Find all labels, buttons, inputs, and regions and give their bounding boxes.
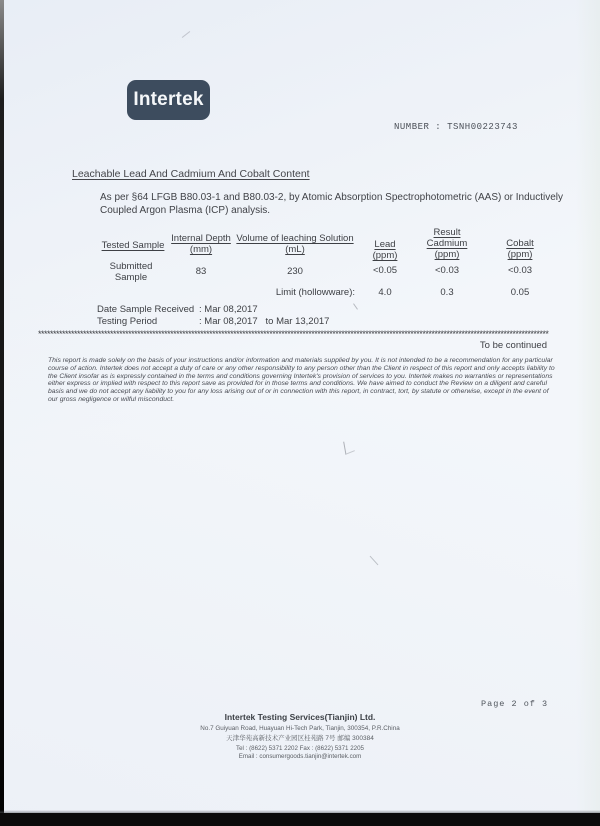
testing-period-value: : Mar 08,2017 to Mar 13,2017 bbox=[199, 316, 330, 327]
page-indicator: Page 2 of 3 bbox=[481, 699, 549, 709]
scan-edge-bottom bbox=[0, 813, 600, 826]
date-received-value: : Mar 08,2017 bbox=[199, 304, 258, 315]
col-unit-internal-depth: (mm) bbox=[189, 244, 213, 255]
sample-dates bbox=[97, 304, 329, 328]
cell-tested-sample: Submitted Sample bbox=[109, 261, 153, 283]
col-header-volume: Volume of leaching Solution bbox=[236, 233, 354, 244]
disclaimer-text: This report is made solely on the basis of your instructions and/or information and materials supplied by you. It is not intended to be a recommendation for any particular course of action. Intertek does not accept a duty of care or any other responsibility to any person other than the Client in respect of this report and only accepts liability to the Client insofar as is expressly contained in the terms and conditions governing Intertek's provision of services to you. Intertek makes no warranties or representations either express or implied with respect to this report save as provided for in those terms and conditions. We have aimed to conduct the Review on a diligent and careful basis and we do not accept any liability to you for any loss arising out of or in connection with this report, in contract, tort, by statute or otherwise, except in the event of our gross negligence or wilful misconduct. bbox=[48, 357, 555, 403]
limit-row-label: Limit (hollowware): bbox=[275, 287, 355, 298]
asterisk-separator: ************************************************************************************************************************************************************************** bbox=[38, 330, 549, 339]
footer-address-chinese: 天津华苑高新技术产业园区桂苑路 7号 邮编 300384 bbox=[226, 735, 374, 742]
footer bbox=[0, 712, 600, 760]
col-unit-lead: (ppm) bbox=[372, 250, 398, 261]
intertek-logo-text: Intertek bbox=[133, 89, 204, 110]
testing-period bbox=[97, 316, 329, 328]
limit-lead: 4.0 bbox=[378, 287, 392, 298]
limit-cadmium: 0.3 bbox=[440, 287, 454, 298]
limit-cobalt: 0.05 bbox=[510, 287, 530, 298]
cell-lead-result: <0.05 bbox=[372, 265, 398, 276]
date-received-label: Date Sample Received bbox=[97, 304, 195, 315]
col-unit-cadmium: (ppm) bbox=[434, 249, 460, 260]
cell-internal-depth: 83 bbox=[195, 266, 207, 277]
cell-cobalt-result: <0.03 bbox=[507, 265, 533, 276]
section-title: Leachable Lead And Cadmium And Cobalt Content bbox=[72, 168, 310, 180]
col-unit-volume: (mL) bbox=[285, 244, 305, 255]
footer-email: Email : consumergoods.tianjin@intertek.com bbox=[238, 753, 362, 760]
footer-company-name: Intertek Testing Services(Tianjin) Ltd. bbox=[224, 712, 376, 722]
col-header-tested-sample: Tested Sample bbox=[101, 240, 165, 251]
footer-tel-fax: Tel : (8622) 5371 2202 Fax : (8622) 5371 2205 bbox=[236, 744, 364, 752]
cell-cadmium-result: <0.03 bbox=[434, 265, 460, 276]
cell-volume: 230 bbox=[287, 266, 303, 277]
date-sample-received bbox=[97, 304, 329, 316]
test-method-text: As per §64 LFGB B80.03-1 and B80.03-2, by Atomic Absorption Spectrophotometric (AAS) or Inductively Coupled Argon Plasma (ICP) analysis. bbox=[100, 192, 564, 216]
to-be-continued: To be continued bbox=[479, 340, 547, 351]
scan-edge-left bbox=[0, 0, 4, 826]
testing-period-label: Testing Period bbox=[97, 316, 158, 327]
col-header-lead: Lead bbox=[374, 239, 396, 250]
col-unit-cobalt: (ppm) bbox=[507, 249, 533, 260]
col-header-cobalt: Cobalt bbox=[506, 238, 534, 249]
intertek-logo bbox=[127, 80, 210, 120]
col-header-cadmium: Cadmium bbox=[426, 238, 468, 249]
col-header-internal-depth: Internal Depth bbox=[171, 233, 231, 244]
footer-address-english: No.7 Guiyuan Road, Huayuan Hi-Tech Park, Tianjin, 300354, P.R.China bbox=[200, 724, 400, 732]
report-number: NUMBER : TSNH00223743 bbox=[394, 122, 518, 132]
table-group-header-result: Result bbox=[433, 227, 461, 238]
